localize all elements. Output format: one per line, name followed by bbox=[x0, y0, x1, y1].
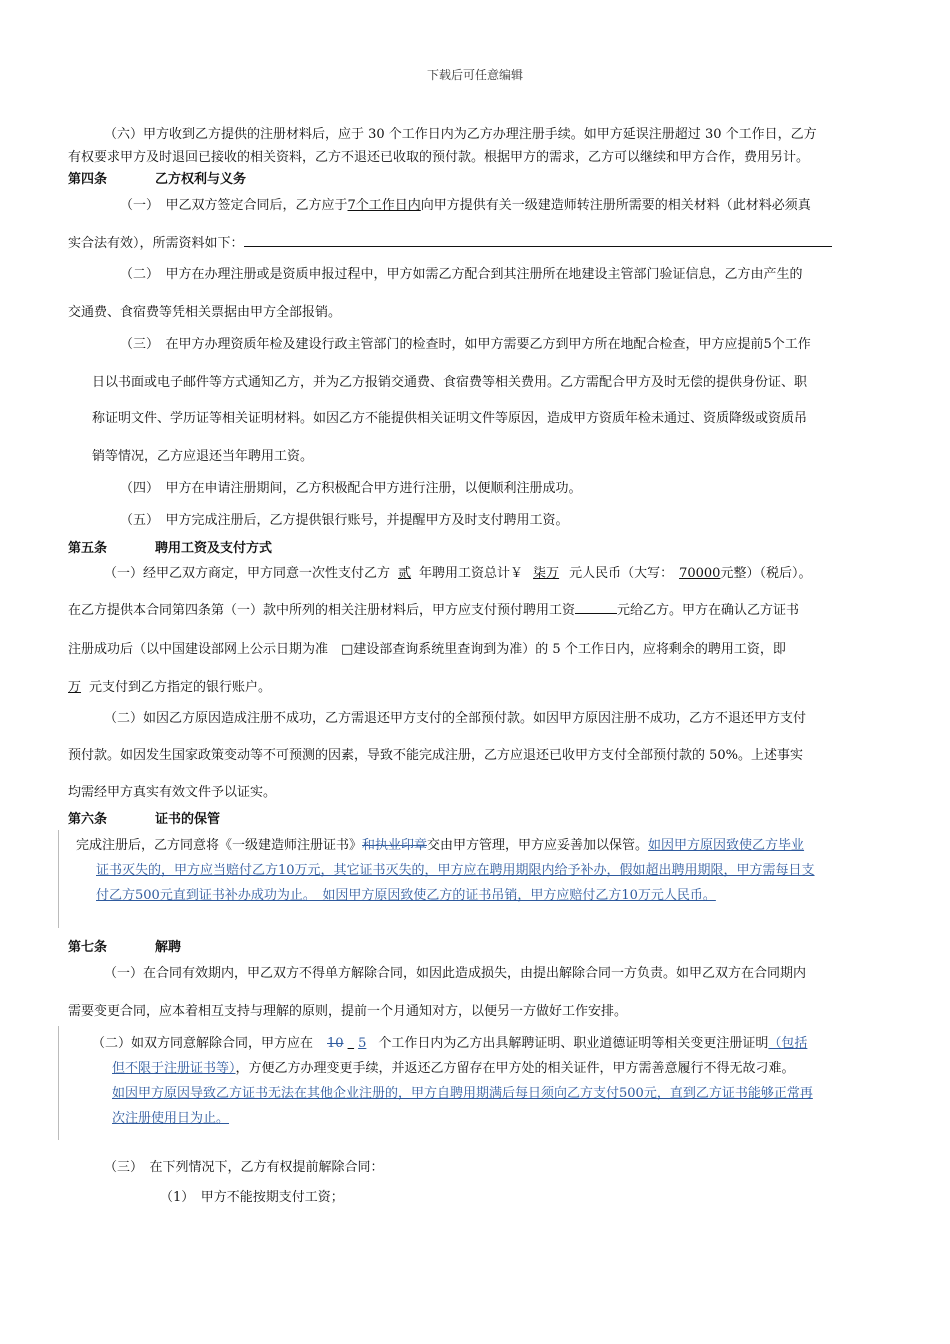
prepayment-blank bbox=[575, 600, 617, 614]
article-7-clause-2-line-3: 如因甲方原因导致乙方证书无法在其他企业注册的，甲方自聘用期满后每日须向乙方支付500元，直到乙方证书能够正常再 bbox=[112, 1086, 813, 1101]
revision-change-bar-2 bbox=[58, 1026, 59, 1140]
article-4-clause-4: （四） 甲方在申请注册期间，乙方积极配合甲方进行注册，以便顺利注册成功。 bbox=[120, 481, 582, 496]
article-7-title: 解聘 bbox=[155, 940, 182, 955]
article-7-clause-3: （三） 在下列情况下，乙方有权提前解除合同： bbox=[104, 1160, 384, 1175]
article-6-line-2: 证书灭失的，甲方应当赔付乙方10万元，其它证书灭失的，甲方应在聘用期限内给予补办，假如超出聘用期限，甲方需每日支 bbox=[96, 863, 815, 878]
deadline-underlined: 7个工作日内 bbox=[347, 198, 421, 213]
revision-change-bar bbox=[58, 830, 59, 928]
page-header: 下载后可任意编辑 bbox=[426, 68, 523, 82]
article-7-number: 第七条 bbox=[68, 940, 108, 955]
article-7-clause-1-line-2: 需要变更合同，应本着相互支持与理解的原则，提前一个月通知对方，以便另一方做好工作安排。 bbox=[68, 1004, 628, 1019]
article-4-clause-1-line-2: 实合法有效），所需资料如下： bbox=[68, 232, 832, 251]
article-4-clause-3-line-3: 称证明文件、学历证等相关证明材料。如因乙方不能提供相关证明文件等原因，造成甲方资质年检未通过、资质降级或资质吊 bbox=[92, 411, 808, 426]
article-7-clause-2-line-2: 但不限于注册证书等），方便乙方办理变更手续，并返还乙方留存在甲方处的相关证件，甲方需善意履行不得无故刁难。 bbox=[112, 1061, 795, 1076]
article-4-clause-5: （五） 甲方完成注册后，乙方提供银行账号，并提醒甲方及时支付聘用工资。 bbox=[120, 513, 569, 528]
inserted-text: 但不限于注册证书等） bbox=[112, 1061, 236, 1076]
article-6-line-1: 完成注册后，乙方同意将《一级建造师注册证书》和执业印章交由甲方管理，甲方应妥善加以保管。如因甲方原因致使乙方毕业 bbox=[76, 838, 805, 853]
article-7-clause-3-item-1: （1） 甲方不能按期支付工资； bbox=[160, 1190, 344, 1205]
clause-6-line-1: （六）甲方收到乙方提供的注册材料后，应于 30 个工作日内为乙方办理注册手续。如甲方延误注册超过 30 个工作日，乙方 bbox=[104, 127, 817, 142]
remaining-amount-field: 万 bbox=[68, 680, 82, 695]
article-5-clause-2-line-3: 均需经甲方真实有效文件予以证实。 bbox=[68, 785, 277, 800]
clause-6-line-2: 有权要求甲方及时退回已接收的相关资料，乙方不退还已收取的预付款。根据甲方的需求，乙方可以继续和甲方合作，费用另计。 bbox=[68, 150, 810, 165]
article-5-title: 聘用工资及支付方式 bbox=[155, 541, 273, 556]
article-6-number: 第六条 bbox=[68, 812, 108, 827]
total-amount-field: 柒万 bbox=[533, 566, 560, 581]
article-4-title: 乙方权利与义务 bbox=[155, 172, 247, 187]
article-6-title: 证书的保管 bbox=[155, 812, 221, 827]
article-4-clause-3-line-2: 日以书面或电子邮件等方式通知乙方，并为乙方报销交通费、食宿费等相关费用。乙方需配合甲方及时无偿的提供身份证、职 bbox=[92, 375, 808, 390]
article-5-clause-1-line-4: 万 元支付到乙方指定的银行账户。 bbox=[68, 680, 272, 695]
article-6-line-3: 付乙方500元直到证书补办成功为止。 如因甲方原因致使乙方的证书吊销，甲方应赔付乙方10万元人民币。 bbox=[96, 888, 716, 903]
amount-in-words-field: 70000 bbox=[679, 566, 721, 581]
article-5-number: 第五条 bbox=[68, 541, 108, 556]
article-4-clause-3-line-1: （三） 在甲方办理资质年检及建设行政主管部门的检查时，如甲方需要乙方到甲方所在地配合检查，甲方应提前5个工作 bbox=[120, 337, 811, 352]
materials-blank-line bbox=[244, 233, 832, 247]
years-field: 贰 bbox=[398, 566, 412, 581]
article-4-number: 第四条 bbox=[68, 172, 108, 187]
article-7-clause-2-line-1: （二）如双方同意解除合同，甲方应在 10 5 个工作日内为乙方出具解聘证明、职业道德证明等相关变更注册证明（包括 bbox=[92, 1036, 808, 1051]
inserted-days: 5 bbox=[358, 1036, 367, 1051]
article-5-clause-1-line-2: 在乙方提供本合同第四条第（一）款中所列的相关注册材料后，甲方应支付预付聘用工资 元给乙方。甲方在确认乙方证书 bbox=[68, 599, 799, 618]
inserted-text: 如因甲方原因致使乙方毕业 bbox=[648, 838, 805, 853]
article-5-clause-2-line-2: 预付款。如因发生国家政策变动等不可预测的因素，导致不能完成注册，乙方应退还已收甲方支付全部预付款的 50%。上述事实 bbox=[68, 748, 804, 763]
article-4-clause-2-line-2: 交通费、食宿费等凭相关票据由甲方全部报销。 bbox=[68, 305, 342, 320]
deleted-text: 和执业印章 bbox=[362, 838, 428, 853]
article-7-clause-1-line-1: （一）在合同有效期内，甲乙双方不得单方解除合同，如因此造成损失，由提出解除合同一方负责。如甲乙双方在合同期内 bbox=[104, 966, 807, 981]
article-4-clause-1-line-1: （一） 甲乙双方签定合同后，乙方应于7个工作日内向甲方提供有关一级建造师转注册所需要的相关材料（此材料必须真 bbox=[120, 198, 811, 213]
article-5-clause-1-line-1: （一）经甲乙双方商定，甲方同意一次性支付乙方 贰 年聘用工资总计￥ 柒万 元人民币（大写： 70000元整）（税后）。 bbox=[104, 566, 812, 581]
article-4-clause-3-line-4: 销等情况，乙方应退还当年聘用工资。 bbox=[92, 449, 314, 464]
article-4-clause-2-line-1: （二） 甲方在办理注册或是资质申报过程中，甲方如需乙方配合到其注册所在地建设主管部门验证信息，乙方由产生的 bbox=[120, 267, 803, 282]
deleted-days: 10 bbox=[327, 1036, 344, 1051]
article-5-clause-2-line-1: （二）如因乙方原因造成注册不成功，乙方需退还甲方支付的全部预付款。如因甲方原因注册不成功，乙方不退还甲方支付 bbox=[104, 711, 807, 726]
article-7-clause-2-line-4: 次注册使用日为止。 bbox=[112, 1111, 230, 1126]
article-5-clause-1-line-3: 注册成功后（以中国建设部网上公示日期为准 □建设部查询系统里查询到为准）的 5 个工作日内，应将剩余的聘用工资，即 bbox=[68, 642, 786, 657]
